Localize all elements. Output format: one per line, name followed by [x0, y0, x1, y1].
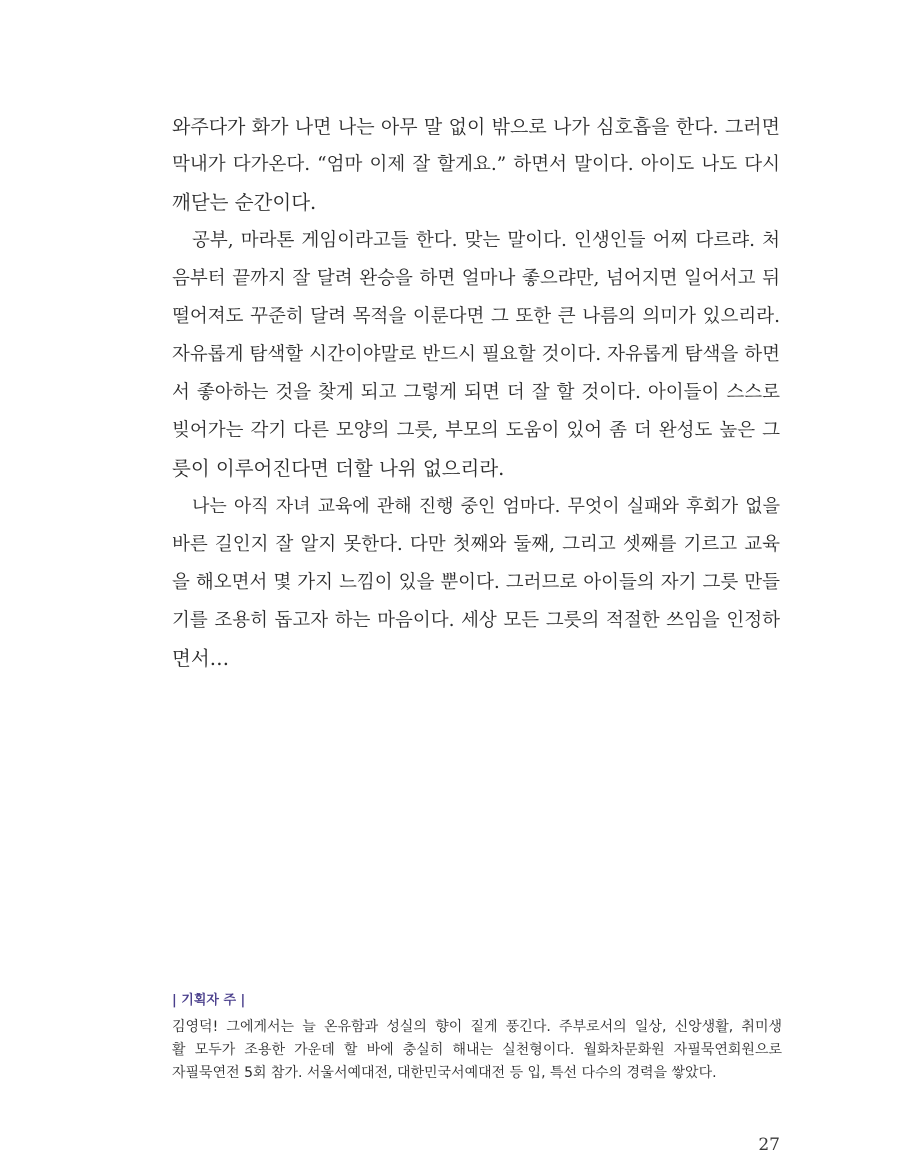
body-line: 을 해오면서 몇 가지 느낌이 있을 뿐이다. 그러므로 아이들의 자기 그릇 만들 [172, 572, 780, 593]
planner-note-line: 활 모두가 조용한 가운데 할 바에 충실히 해내는 실천형이다. 월화차문화원 자필묵연회원으로 [172, 1042, 782, 1058]
body-line: 나는 아직 자녀 교육에 관해 진행 중인 엄마다. 무엇이 실패와 후회가 없을 [192, 496, 780, 517]
body-line: 막내가 다가온다. “엄마 이제 잘 할게요.” 하면서 말이다. 아이도 나도 다시 [172, 154, 780, 175]
body-line: 공부, 마라톤 게임이라고들 한다. 맞는 말이다. 인생인들 어찌 다르랴. 처 [192, 230, 780, 251]
body-line: 빚어가는 각기 다른 모양의 그릇, 부모의 도움이 있어 좀 더 완성도 높은 그 [172, 420, 780, 441]
page-number: 27 [758, 1135, 780, 1155]
planner-note [172, 990, 782, 1085]
planner-note-line: 자필묵연전 5회 참가. 서울서예대전, 대한민국서예대전 등 입, 특선 다수의 경력을 쌓았다. [172, 1065, 717, 1081]
body-line: 깨닫는 순간이다. [172, 191, 317, 214]
body-line: 자유롭게 탐색할 시간이야말로 반드시 필요할 것이다. 자유롭게 탐색을 하면 [172, 344, 780, 365]
planner-note-line: 김영덕! 그에게서는 늘 온유함과 성실의 향이 짙게 풍긴다. 주부로서의 일상, 신앙생활, 취미생 [172, 1019, 782, 1035]
body-line: 와주다가 화가 나면 나는 아무 말 없이 밖으로 나가 심호흡을 한다. 그러면 [172, 116, 780, 138]
body-line: 바른 길인지 잘 알지 못한다. 다만 첫째와 둘째, 그리고 셋째를 기르고 교육 [172, 534, 780, 555]
body-line: 릇이 이루어진다면 더할 나위 없으리라. [172, 457, 505, 480]
body-line: 기를 조용히 돕고자 하는 마음이다. 세상 모든 그릇의 적절한 쓰임을 인정하 [172, 610, 780, 631]
body-text [172, 108, 780, 678]
body-line: 면서… [172, 647, 230, 670]
body-line: 떨어져도 꾸준히 달려 목적을 이룬다면 그 또한 큰 나름의 의미가 있으리라. [172, 306, 780, 327]
body-line: 서 좋아하는 것을 찾게 되고 그렇게 되면 더 잘 할 것이다. 아이들이 스스로 [172, 382, 780, 403]
body-line: 음부터 끝까지 잘 달려 완승을 하면 얼마나 좋으랴만, 넘어지면 일어서고 뒤 [172, 268, 780, 289]
planner-note-heading: | 기획자 주 | [172, 993, 246, 1008]
